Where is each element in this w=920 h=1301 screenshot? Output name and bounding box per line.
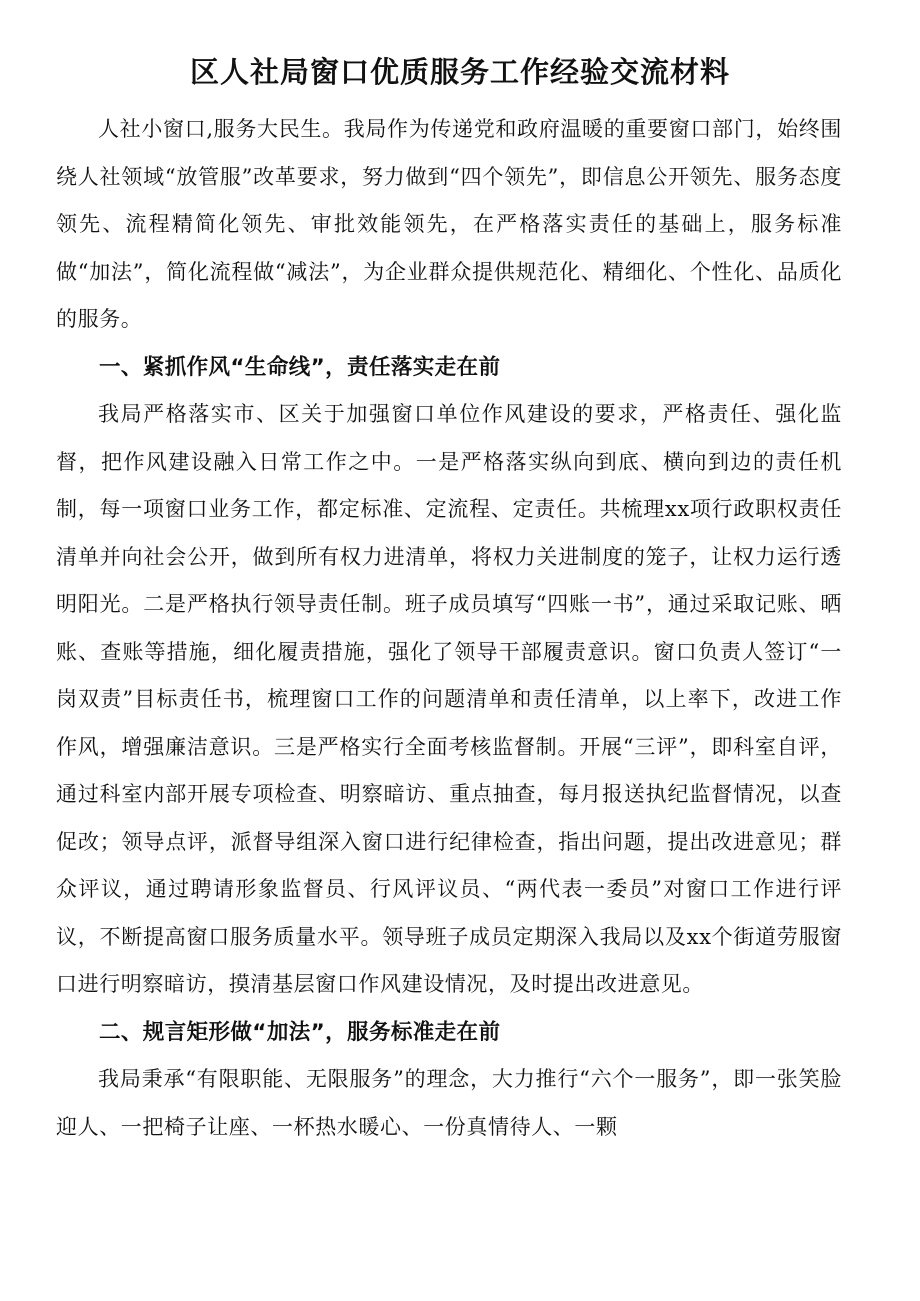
- document-title: 区人社局窗口优质服务工作经验交流材料: [189, 55, 730, 89]
- section-2-paragraph: 我局秉承“有限职能、无限服务”的理念，大力推行“六个一服务”，即一张笑脸迎人、一把椅子让座、一杯热水暖心、一份真情待人、一颗: [56, 1067, 842, 1139]
- section-1-paragraph: 我局严格落实市、区关于加强窗口单位作风建设的要求，严格责任、强化监督，把作风建设融入日常工作之中。一是严格落实纵向到底、横向到边的责任机制，每一项窗口业务工作，都定标准、定流程、定责任。共梳理xx项行政职权责任清单并向社会公开，做到所有权力进清单，将权力关进制度的笼子，让权力运行透明阳光。二是严格执行领导责任制。班子成员填写“四账一书”，通过采取记账、晒账、查账等措施，细化履责措施，强化了领导干部履责意识。窗口负责人签订“一岗双责”目标责任书，梳理窗口工作的问题清单和责任清单，以上率下，改进工作作风，增强廉洁意识。三是严格实行全面考核监督制。开展“三评”，即科室自评，通过科室内部开展专项检查、明察暗访、重点抽查，每月报送执纪监督情况，以查促改；领导点评，派督导组深入窗口进行纪律检查，指出问题，提出改进意见；群众评议，通过聘请形象监督员、行风评议员、“两代表一委员”对窗口工作进行评议，不断提高窗口服务质量水平。领导班子成员定期深入我局以及xx个街道劳服窗口进行明察暗访，摸清基层窗口作风建设情况，及时提出改进意见。: [56, 402, 842, 996]
- section-2-heading: 二、规言矩形做“加法”，服务标准走在前: [99, 1019, 501, 1045]
- intro-paragraph: 人社小窗口,服务大民生。我局作为传递党和政府温暖的重要窗口部门，始终围绕人社领域“放管服”改革要求，努力做到“四个领先”，即信息公开领先、服务态度领先、流程精简化领先、审批效能领先，在严格落实责任的基础上，服务标准做“加法”，简化流程做“减法”，为企业群众提供规范化、精细化、个性化、品质化的服务。: [56, 117, 842, 331]
- section-1-heading: 一、紧抓作风“生命线”，责任落实走在前: [99, 354, 501, 380]
